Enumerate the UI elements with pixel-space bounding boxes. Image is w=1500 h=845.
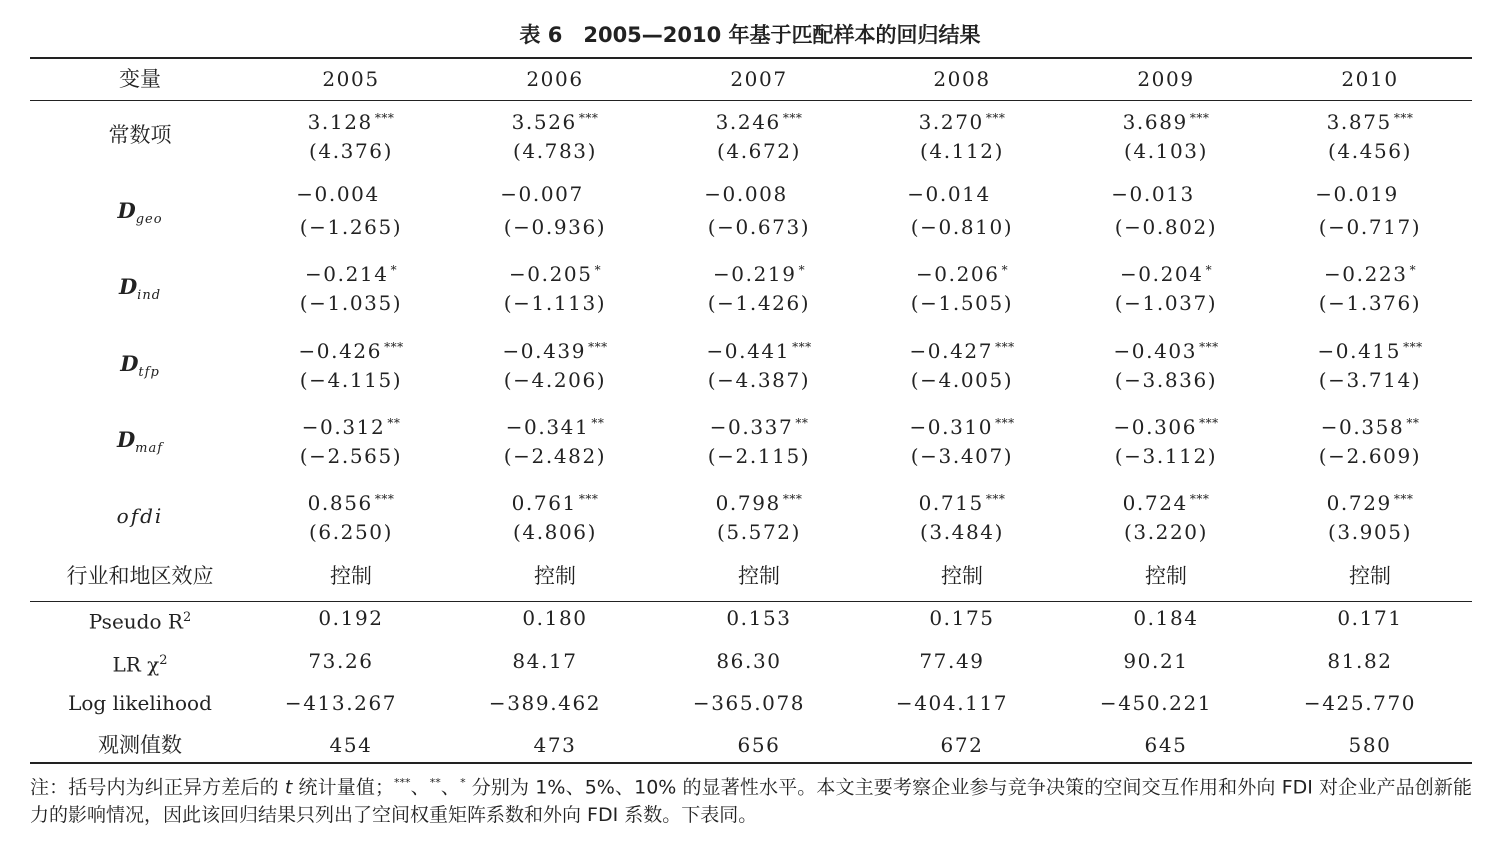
t-stat-cell: (−1.426) [707, 291, 811, 315]
stat-value: 0.175 [929, 606, 995, 630]
coef-cell [659, 485, 859, 517]
stat-label [20, 689, 260, 717]
stat-label-text: LR χ [112, 652, 160, 677]
significance-stars: ** [387, 416, 401, 430]
significance-stars: *** [588, 340, 608, 354]
t-stat-cell: (3.484) [919, 520, 1005, 544]
t-stat-cell: (6.250) [308, 520, 394, 544]
header-year: 2005 [322, 67, 380, 91]
significance-stars: *** [995, 340, 1015, 354]
significance-stars: *** [578, 111, 599, 125]
coef-value: 0.715 [918, 491, 984, 515]
table-title: 表 6 2005—2010 年基于匹配样本的回归结果 [519, 23, 981, 47]
t-stat-cell: (−2.609) [1318, 444, 1422, 468]
t-stat-cell: (4.112) [919, 139, 1005, 163]
stat-value: 90.21 [1123, 649, 1189, 673]
table-note: 注：括号内为纠正异方差后的 t 统计量值；***、**、* 分别为 1%、5%、10% 的显著性水平。本文主要考察企业参与竞争决策的空间交互作用和外向 FDI 对企业产品创新能力的影响情况，因此该回归结果只列出了空间权重矩阵系数和外向 FDI 系数。下表同。 [30, 776, 1472, 827]
coef-value: −0.219 [712, 262, 797, 286]
coef-cell [1270, 104, 1470, 136]
stat-value: −365.078 [692, 691, 806, 715]
significance-stars: *** [1189, 111, 1210, 125]
coef-cell [1066, 409, 1266, 441]
coef-value: 0.761 [511, 491, 577, 515]
coef-value: −0.206 [915, 262, 1000, 286]
control-label: 行业和地区效应 [66, 564, 214, 588]
significance-stars: *** [1393, 492, 1414, 506]
coef-value: −0.014 [907, 182, 991, 206]
row-label [20, 121, 260, 149]
stat-value: 473 [533, 733, 577, 757]
coef-value: −0.008 [704, 182, 788, 206]
significance-stars: *** [782, 111, 803, 125]
stat-value: −404.117 [895, 691, 1009, 715]
row-label-var: $D_{tfp}$ [120, 350, 160, 380]
coef-cell [1066, 333, 1266, 365]
coef-value: −0.007 [500, 182, 584, 206]
t-stat-cell: (−1.113) [503, 291, 607, 315]
t-stat-cell: (3.905) [1327, 520, 1413, 544]
t-stat-cell: (3.220) [1123, 520, 1209, 544]
stat-label-text: Pseudo R [88, 609, 183, 634]
coef-cell [659, 180, 859, 208]
significance-stars: * [390, 263, 398, 277]
coef-value: −0.205 [508, 262, 593, 286]
stat-value: 0.192 [318, 606, 384, 630]
t-stat-cell: (4.806) [512, 520, 598, 544]
control-value: 控制 [738, 564, 780, 588]
significance-stars: *** [374, 111, 395, 125]
coef-value: 0.798 [715, 491, 781, 515]
header-year: 2009 [1137, 67, 1195, 91]
t-stat-cell: (−0.936) [503, 215, 607, 239]
coef-cell [1270, 485, 1470, 517]
coef-cell [1066, 180, 1266, 208]
control-value: 控制 [534, 564, 576, 588]
t-stat-cell: (−1.376) [1318, 291, 1422, 315]
coef-value: −0.214 [304, 262, 389, 286]
coef-cell [251, 256, 451, 288]
significance-stars: * [1409, 263, 1417, 277]
row-label-subscript: tfp [138, 364, 160, 380]
coef-cell [251, 409, 451, 441]
row-label [20, 197, 260, 234]
coef-value: −0.341 [505, 415, 590, 439]
coef-value: −0.310 [909, 415, 994, 439]
t-stat-cell: (4.456) [1327, 139, 1413, 163]
stat-label [20, 604, 260, 636]
significance-stars: ** [1406, 416, 1420, 430]
significance-stars: *** [1199, 416, 1219, 430]
coef-value: 3.526 [511, 110, 577, 134]
header-rule [30, 100, 1472, 101]
t-stat-cell: (−4.206) [503, 368, 607, 392]
row-label-text: 常数项 [108, 122, 172, 147]
significance-stars: *** [578, 492, 599, 506]
header-year: 2007 [730, 67, 788, 91]
coef-cell [1066, 485, 1266, 517]
stat-label-text: 观测值数 [98, 733, 182, 757]
t-stat-cell: (−3.714) [1318, 368, 1422, 392]
t-stat-cell: (−1.505) [910, 291, 1014, 315]
coef-value: 3.128 [307, 110, 373, 134]
control-value: 控制 [941, 564, 983, 588]
coef-value: 3.270 [918, 110, 984, 134]
coef-cell [659, 256, 859, 288]
significance-stars: ** [591, 416, 605, 430]
header-variable: 变量 [119, 67, 161, 91]
t-stat-cell: (−4.115) [299, 368, 403, 392]
t-stat-cell: (−0.717) [1318, 215, 1422, 239]
t-stat-cell: (−3.836) [1114, 368, 1218, 392]
control-value: 控制 [330, 564, 372, 588]
t-stat-cell: (−3.112) [1114, 444, 1218, 468]
header-year: 2008 [933, 67, 991, 91]
coef-cell [862, 256, 1062, 288]
significance-stars: *** [782, 492, 803, 506]
coef-cell [455, 104, 655, 136]
significance-stars: *** [1199, 340, 1219, 354]
t-stat-cell: (−1.035) [299, 291, 403, 315]
row-label-subscript: maf [135, 440, 164, 456]
t-stat-cell: (−1.265) [299, 215, 403, 239]
stat-value: −450.221 [1099, 691, 1213, 715]
coef-value: −0.427 [909, 339, 994, 363]
coef-cell [862, 333, 1062, 365]
row-label-subscript: geo [135, 211, 163, 227]
coef-cell [455, 333, 655, 365]
coef-value: −0.013 [1111, 182, 1195, 206]
coef-value: 3.689 [1122, 110, 1188, 134]
significance-stars: *** [374, 492, 395, 506]
stat-value: 656 [737, 733, 781, 757]
t-stat-cell: (−2.565) [299, 444, 403, 468]
coef-value: −0.403 [1113, 339, 1198, 363]
t-stat-cell: (4.783) [512, 139, 598, 163]
coef-value: −0.358 [1320, 415, 1405, 439]
coef-cell [455, 409, 655, 441]
stat-label [20, 647, 260, 679]
coef-cell [659, 333, 859, 365]
coef-value: −0.223 [1323, 262, 1408, 286]
significance-stars: * [1205, 263, 1213, 277]
coef-cell [455, 256, 655, 288]
t-stat-cell: (−4.387) [707, 368, 811, 392]
significance-stars: *** [985, 111, 1006, 125]
coef-cell [251, 485, 451, 517]
significance-stars: *** [792, 340, 812, 354]
stat-value: 0.153 [726, 606, 792, 630]
row-label [20, 426, 260, 463]
stat-value: 0.180 [522, 606, 588, 630]
t-stat-cell: (−0.810) [910, 215, 1014, 239]
row-label-var: $D_{geo}$ [117, 197, 163, 227]
stat-label-text: Log likelihood [68, 691, 212, 715]
coef-value: −0.426 [298, 339, 383, 363]
t-stat-cell: (−3.407) [910, 444, 1014, 468]
coef-cell [1270, 409, 1470, 441]
t-stat-cell: (4.672) [716, 139, 802, 163]
coef-value: −0.204 [1119, 262, 1204, 286]
coef-cell [251, 333, 451, 365]
stat-value: −425.770 [1303, 691, 1417, 715]
coef-cell [659, 409, 859, 441]
stat-value: 645 [1144, 733, 1188, 757]
significance-stars: *** [1189, 492, 1210, 506]
t-stat-cell: (−1.037) [1114, 291, 1218, 315]
stat-value: 73.26 [308, 649, 374, 673]
stat-value: 454 [329, 733, 373, 757]
t-stat-cell: (−2.482) [503, 444, 607, 468]
coef-value: −0.441 [706, 339, 791, 363]
control-value: 控制 [1145, 564, 1187, 588]
row-label-subscript: ind [137, 287, 162, 303]
t-stat-cell: (5.572) [716, 520, 802, 544]
stat-value: 0.184 [1133, 606, 1199, 630]
significance-stars: *** [985, 492, 1006, 506]
coef-cell [1270, 256, 1470, 288]
significance-stars: *** [995, 416, 1015, 430]
header-year: 2010 [1341, 67, 1399, 91]
row-label-var: ofdi [116, 503, 164, 528]
significance-stars: ** [795, 416, 809, 430]
coef-value: −0.337 [709, 415, 794, 439]
stat-value: 86.30 [716, 649, 782, 673]
top-rule [30, 57, 1472, 59]
coef-value: −0.004 [296, 182, 380, 206]
t-stat-cell: (4.376) [308, 139, 394, 163]
significance-stars: * [798, 263, 806, 277]
stat-label-superscript: 2 [182, 610, 192, 625]
header-year: 2006 [526, 67, 584, 91]
coef-cell [1066, 104, 1266, 136]
t-stat-cell: (−2.115) [707, 444, 811, 468]
coef-cell [251, 180, 451, 208]
coef-value: −0.306 [1113, 415, 1198, 439]
t-stat-cell: (−4.005) [910, 368, 1014, 392]
coef-value: 3.875 [1326, 110, 1392, 134]
row-label [20, 350, 260, 387]
row-label [20, 502, 260, 530]
coef-cell [455, 485, 655, 517]
coef-cell [1270, 180, 1470, 208]
coef-value: 0.856 [307, 491, 373, 515]
control-value: 控制 [1349, 564, 1391, 588]
stat-label-superscript: 2 [159, 653, 168, 668]
stat-value: 672 [940, 733, 984, 757]
coef-cell [862, 485, 1062, 517]
significance-stars: *** [1393, 111, 1414, 125]
t-stat-cell: (4.103) [1123, 139, 1209, 163]
t-stat-cell: (−0.673) [707, 215, 811, 239]
coef-cell [455, 180, 655, 208]
row-label-var: $D_{maf}$ [116, 426, 164, 456]
stat-label [20, 731, 260, 759]
coef-value: 3.246 [715, 110, 781, 134]
significance-stars: * [1001, 263, 1009, 277]
coef-value: 0.724 [1122, 491, 1188, 515]
t-stat-cell: (−0.802) [1114, 215, 1218, 239]
coef-cell [251, 104, 451, 136]
bottom-rule [30, 762, 1472, 764]
stat-value: 580 [1348, 733, 1392, 757]
significance-stars: * [594, 263, 602, 277]
row-label [20, 273, 260, 310]
coef-cell [862, 104, 1062, 136]
coef-value: −0.415 [1317, 339, 1402, 363]
stat-value: 77.49 [919, 649, 985, 673]
coef-value: −0.312 [301, 415, 386, 439]
coef-cell [862, 409, 1062, 441]
significance-stars: *** [384, 340, 404, 354]
coef-cell [659, 104, 859, 136]
stat-value: 81.82 [1327, 649, 1393, 673]
coef-value: −0.439 [502, 339, 587, 363]
coef-value: −0.019 [1315, 182, 1399, 206]
coef-value: 0.729 [1326, 491, 1392, 515]
coef-cell [1270, 333, 1470, 365]
coef-cell [862, 180, 1062, 208]
stat-value: 84.17 [512, 649, 578, 673]
stat-value: −389.462 [488, 691, 602, 715]
coef-cell [1066, 256, 1266, 288]
row-label-var: $D_{ind}$ [118, 273, 162, 303]
stats-rule [30, 601, 1472, 602]
stat-value: 0.171 [1337, 606, 1403, 630]
significance-stars: *** [1403, 340, 1423, 354]
stat-value: −413.267 [284, 691, 398, 715]
